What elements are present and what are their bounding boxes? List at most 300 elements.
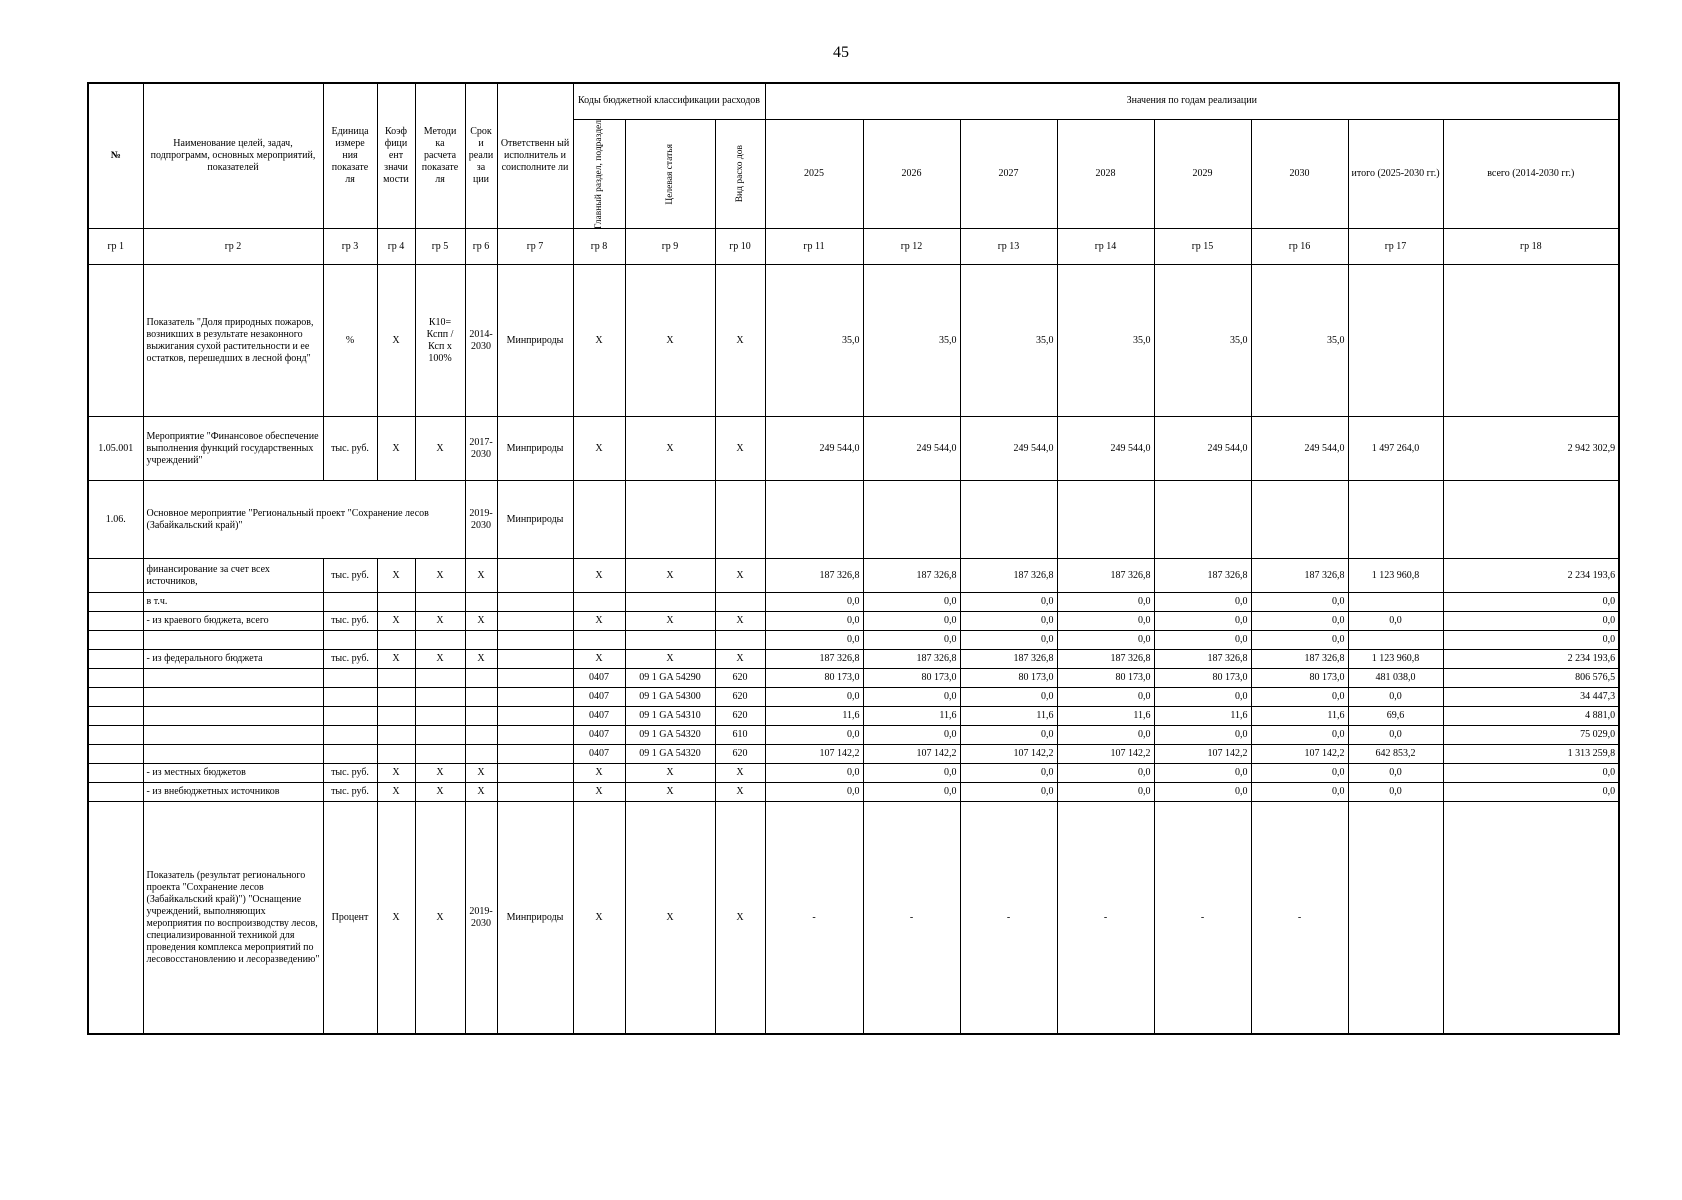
group-number: гр 8 bbox=[573, 229, 625, 265]
cell-name: - из краевого бюджета, всего bbox=[143, 612, 323, 631]
table-row bbox=[88, 688, 1619, 707]
cell-y2025 bbox=[765, 481, 863, 559]
cell-y2028: 187 326,8 bbox=[1057, 559, 1154, 593]
cell-unit: тыс. руб. bbox=[323, 559, 377, 593]
cell-num: 1.05.001 bbox=[88, 417, 143, 481]
cell-unit: тыс. руб. bbox=[323, 650, 377, 669]
cell-coef: X bbox=[377, 650, 415, 669]
cell-coef bbox=[377, 669, 415, 688]
cell-total-2025-2030 bbox=[1348, 631, 1443, 650]
cell-y2025: 0,0 bbox=[765, 764, 863, 783]
group-number: гр 13 bbox=[960, 229, 1057, 265]
cell-y2029: 0,0 bbox=[1154, 593, 1251, 612]
cell-term bbox=[465, 726, 497, 745]
cell-total-2014-2030: 1 313 259,8 bbox=[1443, 745, 1619, 764]
header-code-main-label: Главный раздел, подраздел bbox=[593, 119, 604, 229]
cell-num bbox=[88, 265, 143, 417]
cell-total-2014-2030: 4 881,0 bbox=[1443, 707, 1619, 726]
cell-y2026: 0,0 bbox=[863, 688, 960, 707]
cell-responsible bbox=[497, 650, 573, 669]
cell-term: X bbox=[465, 559, 497, 593]
cell-coef: X bbox=[377, 265, 415, 417]
cell-coef: X bbox=[377, 802, 415, 1034]
cell-name bbox=[143, 631, 323, 650]
cell-code-type: X bbox=[715, 265, 765, 417]
cell-y2025: 249 544,0 bbox=[765, 417, 863, 481]
cell-y2028: 0,0 bbox=[1057, 783, 1154, 802]
cell-y2025: 0,0 bbox=[765, 726, 863, 745]
cell-name bbox=[143, 688, 323, 707]
cell-unit bbox=[323, 726, 377, 745]
cell-total-2025-2030: 481 038,0 bbox=[1348, 669, 1443, 688]
group-number: гр 14 bbox=[1057, 229, 1154, 265]
cell-y2027: 80 173,0 bbox=[960, 669, 1057, 688]
cell-num bbox=[88, 726, 143, 745]
header-responsible: Ответственн ый исполнитель и соисполните ли bbox=[497, 83, 573, 229]
cell-name bbox=[143, 726, 323, 745]
cell-code-main bbox=[573, 593, 625, 612]
cell-y2025: - bbox=[765, 802, 863, 1034]
cell-unit: тыс. руб. bbox=[323, 612, 377, 631]
cell-y2025: 0,0 bbox=[765, 688, 863, 707]
cell-num bbox=[88, 612, 143, 631]
cell-y2026: 0,0 bbox=[863, 593, 960, 612]
group-number: гр 11 bbox=[765, 229, 863, 265]
cell-term: X bbox=[465, 612, 497, 631]
cell-y2030: 0,0 bbox=[1251, 612, 1348, 631]
cell-num bbox=[88, 688, 143, 707]
cell-name: - из местных бюджетов bbox=[143, 764, 323, 783]
cell-y2029 bbox=[1154, 481, 1251, 559]
cell-term bbox=[465, 707, 497, 726]
header-term: Срок и реали за ции bbox=[465, 83, 497, 229]
table-row bbox=[88, 481, 1619, 559]
cell-total-2025-2030: 1 497 264,0 bbox=[1348, 417, 1443, 481]
cell-total-2025-2030: 0,0 bbox=[1348, 783, 1443, 802]
cell-total-2025-2030 bbox=[1348, 481, 1443, 559]
cell-coef: X bbox=[377, 417, 415, 481]
cell-name: Основное мероприятие "Региональный проект "Сохранение лесов (Забайкальский край)" bbox=[143, 481, 465, 559]
cell-y2025: 187 326,8 bbox=[765, 559, 863, 593]
table-row bbox=[88, 726, 1619, 745]
cell-code-target: X bbox=[625, 783, 715, 802]
cell-y2029: 107 142,2 bbox=[1154, 745, 1251, 764]
cell-total-2014-2030: 0,0 bbox=[1443, 612, 1619, 631]
cell-unit bbox=[323, 669, 377, 688]
cell-y2028: 0,0 bbox=[1057, 612, 1154, 631]
cell-y2027: 249 544,0 bbox=[960, 417, 1057, 481]
header-num: № bbox=[88, 83, 143, 229]
cell-method: X bbox=[415, 650, 465, 669]
cell-responsible bbox=[497, 559, 573, 593]
header-years-group: Значения по годам реализации bbox=[765, 83, 1619, 119]
group-number: гр 17 bbox=[1348, 229, 1443, 265]
cell-code-type: X bbox=[715, 802, 765, 1034]
table-row bbox=[88, 745, 1619, 764]
group-number: гр 9 bbox=[625, 229, 715, 265]
cell-total-2014-2030: 34 447,3 bbox=[1443, 688, 1619, 707]
cell-y2026 bbox=[863, 481, 960, 559]
cell-y2026: 107 142,2 bbox=[863, 745, 960, 764]
cell-coef: X bbox=[377, 612, 415, 631]
cell-code-main: X bbox=[573, 802, 625, 1034]
cell-y2026: 0,0 bbox=[863, 726, 960, 745]
table-row bbox=[88, 631, 1619, 650]
cell-responsible: Минприроды bbox=[497, 265, 573, 417]
cell-responsible: Минприроды bbox=[497, 802, 573, 1034]
cell-code-target: 09 1 GA 54290 bbox=[625, 669, 715, 688]
cell-responsible bbox=[497, 764, 573, 783]
table-row bbox=[88, 417, 1619, 481]
cell-y2029: 35,0 bbox=[1154, 265, 1251, 417]
page-number: 45 bbox=[833, 44, 849, 61]
cell-name bbox=[143, 745, 323, 764]
cell-num bbox=[88, 631, 143, 650]
cell-code-target: 09 1 GA 54320 bbox=[625, 726, 715, 745]
cell-method bbox=[415, 745, 465, 764]
cell-y2028: 0,0 bbox=[1057, 593, 1154, 612]
header-year-2028: 2028 bbox=[1057, 119, 1154, 229]
cell-total-2025-2030: 642 853,2 bbox=[1348, 745, 1443, 764]
cell-total-2014-2030: 806 576,5 bbox=[1443, 669, 1619, 688]
cell-y2030: 0,0 bbox=[1251, 783, 1348, 802]
cell-term bbox=[465, 688, 497, 707]
header-year-2029: 2029 bbox=[1154, 119, 1251, 229]
cell-y2027 bbox=[960, 481, 1057, 559]
cell-unit: тыс. руб. bbox=[323, 417, 377, 481]
cell-y2026: 0,0 bbox=[863, 764, 960, 783]
group-number: гр 18 bbox=[1443, 229, 1619, 265]
cell-code-target: X bbox=[625, 650, 715, 669]
cell-unit bbox=[323, 593, 377, 612]
cell-y2030: 187 326,8 bbox=[1251, 650, 1348, 669]
group-number: гр 5 bbox=[415, 229, 465, 265]
cell-y2029: 0,0 bbox=[1154, 612, 1251, 631]
cell-code-type: X bbox=[715, 764, 765, 783]
cell-y2026: 0,0 bbox=[863, 612, 960, 631]
cell-total-2014-2030: 0,0 bbox=[1443, 764, 1619, 783]
table-row bbox=[88, 764, 1619, 783]
cell-code-target: X bbox=[625, 612, 715, 631]
cell-method bbox=[415, 707, 465, 726]
cell-coef bbox=[377, 745, 415, 764]
cell-responsible bbox=[497, 612, 573, 631]
cell-responsible bbox=[497, 631, 573, 650]
cell-coef: X bbox=[377, 559, 415, 593]
table-row bbox=[88, 650, 1619, 669]
cell-responsible bbox=[497, 669, 573, 688]
cell-code-main bbox=[573, 481, 625, 559]
cell-y2028: - bbox=[1057, 802, 1154, 1034]
cell-y2025: 80 173,0 bbox=[765, 669, 863, 688]
header-code-type-label: Вид расхо дов bbox=[734, 145, 745, 203]
cell-coef bbox=[377, 726, 415, 745]
group-number: гр 2 bbox=[143, 229, 323, 265]
cell-num: 1.06. bbox=[88, 481, 143, 559]
cell-y2029: 80 173,0 bbox=[1154, 669, 1251, 688]
cell-y2028: 0,0 bbox=[1057, 688, 1154, 707]
group-numbers-row bbox=[88, 229, 1619, 265]
header-year-2030: 2030 bbox=[1251, 119, 1348, 229]
cell-y2028: 187 326,8 bbox=[1057, 650, 1154, 669]
cell-code-target: X bbox=[625, 559, 715, 593]
header-coef: Коэф фици ент значи мости bbox=[377, 83, 415, 229]
cell-y2029: 249 544,0 bbox=[1154, 417, 1251, 481]
cell-y2025: 187 326,8 bbox=[765, 650, 863, 669]
cell-unit bbox=[323, 707, 377, 726]
cell-method: К10= Кспп / Ксп х 100% bbox=[415, 265, 465, 417]
cell-y2027: 35,0 bbox=[960, 265, 1057, 417]
cell-y2030: 0,0 bbox=[1251, 631, 1348, 650]
cell-coef bbox=[377, 688, 415, 707]
cell-num bbox=[88, 707, 143, 726]
cell-coef bbox=[377, 593, 415, 612]
cell-responsible bbox=[497, 593, 573, 612]
cell-y2028: 80 173,0 bbox=[1057, 669, 1154, 688]
cell-method: X bbox=[415, 417, 465, 481]
cell-unit bbox=[323, 688, 377, 707]
group-number: гр 15 bbox=[1154, 229, 1251, 265]
cell-unit: Процент bbox=[323, 802, 377, 1034]
cell-y2029: 0,0 bbox=[1154, 726, 1251, 745]
cell-responsible: Минприроды bbox=[497, 481, 573, 559]
group-number: гр 3 bbox=[323, 229, 377, 265]
cell-y2030: 80 173,0 bbox=[1251, 669, 1348, 688]
cell-total-2014-2030: 2 234 193,6 bbox=[1443, 559, 1619, 593]
cell-num bbox=[88, 764, 143, 783]
cell-y2025: 11,6 bbox=[765, 707, 863, 726]
cell-code-main: 0407 bbox=[573, 688, 625, 707]
cell-code-main: X bbox=[573, 764, 625, 783]
cell-unit: % bbox=[323, 265, 377, 417]
header-total-2025-2030: итого (2025-2030 гг.) bbox=[1348, 119, 1443, 229]
cell-name bbox=[143, 669, 323, 688]
cell-method bbox=[415, 688, 465, 707]
cell-y2026: 35,0 bbox=[863, 265, 960, 417]
cell-unit bbox=[323, 631, 377, 650]
cell-y2030: 0,0 bbox=[1251, 764, 1348, 783]
cell-total-2014-2030 bbox=[1443, 481, 1619, 559]
cell-total-2014-2030: 0,0 bbox=[1443, 783, 1619, 802]
cell-y2029: 187 326,8 bbox=[1154, 559, 1251, 593]
header-method: Методи ка расчета показате ля bbox=[415, 83, 465, 229]
cell-name: Показатель "Доля природных пожаров, возникших в результате незаконного выжигания сухой растительности и ее остатков, перешедших в лесной фонд" bbox=[143, 265, 323, 417]
cell-code-main: X bbox=[573, 265, 625, 417]
cell-total-2014-2030: 0,0 bbox=[1443, 631, 1619, 650]
cell-y2027: 11,6 bbox=[960, 707, 1057, 726]
header-name: Наименование целей, задач, подпрограмм, основных мероприятий, показателей bbox=[143, 83, 323, 229]
cell-code-main: 0407 bbox=[573, 669, 625, 688]
cell-code-type: 610 bbox=[715, 726, 765, 745]
cell-method bbox=[415, 669, 465, 688]
cell-y2025: 0,0 bbox=[765, 631, 863, 650]
cell-code-target bbox=[625, 593, 715, 612]
cell-code-main: 0407 bbox=[573, 726, 625, 745]
cell-num bbox=[88, 669, 143, 688]
group-number: гр 7 bbox=[497, 229, 573, 265]
cell-total-2025-2030 bbox=[1348, 265, 1443, 417]
cell-y2027: 0,0 bbox=[960, 688, 1057, 707]
cell-y2026: 187 326,8 bbox=[863, 650, 960, 669]
cell-total-2025-2030: 0,0 bbox=[1348, 612, 1443, 631]
cell-y2028: 107 142,2 bbox=[1057, 745, 1154, 764]
cell-y2027: 0,0 bbox=[960, 764, 1057, 783]
header-year-2026: 2026 bbox=[863, 119, 960, 229]
cell-y2028: 35,0 bbox=[1057, 265, 1154, 417]
cell-y2027: 0,0 bbox=[960, 593, 1057, 612]
cell-y2028: 0,0 bbox=[1057, 726, 1154, 745]
cell-term: 2017-2030 bbox=[465, 417, 497, 481]
cell-method: X bbox=[415, 764, 465, 783]
cell-name: финансирование за счет всех источников, bbox=[143, 559, 323, 593]
cell-responsible bbox=[497, 783, 573, 802]
cell-y2026: - bbox=[863, 802, 960, 1034]
cell-code-main: X bbox=[573, 783, 625, 802]
cell-y2030: 249 544,0 bbox=[1251, 417, 1348, 481]
cell-y2027: 107 142,2 bbox=[960, 745, 1057, 764]
group-number: гр 4 bbox=[377, 229, 415, 265]
cell-name: Мероприятие "Финансовое обеспечение выполнения функций государственных учреждений" bbox=[143, 417, 323, 481]
cell-term bbox=[465, 745, 497, 764]
cell-y2027: 0,0 bbox=[960, 726, 1057, 745]
cell-y2027: 0,0 bbox=[960, 783, 1057, 802]
cell-total-2025-2030: 0,0 bbox=[1348, 726, 1443, 745]
table-row bbox=[88, 802, 1619, 1034]
cell-y2030: 11,6 bbox=[1251, 707, 1348, 726]
cell-coef bbox=[377, 631, 415, 650]
cell-code-type: X bbox=[715, 650, 765, 669]
cell-total-2025-2030: 69,6 bbox=[1348, 707, 1443, 726]
cell-y2026: 80 173,0 bbox=[863, 669, 960, 688]
cell-code-type: X bbox=[715, 559, 765, 593]
cell-y2029: - bbox=[1154, 802, 1251, 1034]
cell-num bbox=[88, 745, 143, 764]
cell-coef bbox=[377, 707, 415, 726]
cell-term: X bbox=[465, 650, 497, 669]
table-row bbox=[88, 612, 1619, 631]
header-unit: Единица измере ния показате ля bbox=[323, 83, 377, 229]
cell-y2027: - bbox=[960, 802, 1057, 1034]
cell-method: X bbox=[415, 559, 465, 593]
cell-y2025: 0,0 bbox=[765, 612, 863, 631]
cell-y2030: 187 326,8 bbox=[1251, 559, 1348, 593]
cell-total-2025-2030: 0,0 bbox=[1348, 764, 1443, 783]
cell-y2027: 187 326,8 bbox=[960, 559, 1057, 593]
cell-total-2025-2030: 0,0 bbox=[1348, 688, 1443, 707]
cell-y2030 bbox=[1251, 481, 1348, 559]
cell-total-2014-2030 bbox=[1443, 802, 1619, 1034]
cell-code-main bbox=[573, 631, 625, 650]
cell-method bbox=[415, 593, 465, 612]
cell-y2027: 187 326,8 bbox=[960, 650, 1057, 669]
cell-method: X bbox=[415, 612, 465, 631]
cell-code-target: X bbox=[625, 417, 715, 481]
cell-y2025: 0,0 bbox=[765, 593, 863, 612]
cell-code-type: X bbox=[715, 417, 765, 481]
cell-y2029: 0,0 bbox=[1154, 764, 1251, 783]
cell-coef: X bbox=[377, 764, 415, 783]
cell-total-2014-2030: 2 234 193,6 bbox=[1443, 650, 1619, 669]
cell-y2026: 249 544,0 bbox=[863, 417, 960, 481]
cell-total-2025-2030 bbox=[1348, 593, 1443, 612]
cell-term: 2019-2030 bbox=[465, 481, 497, 559]
cell-y2028: 11,6 bbox=[1057, 707, 1154, 726]
cell-coef: X bbox=[377, 783, 415, 802]
cell-method: X bbox=[415, 802, 465, 1034]
cell-y2030: 0,0 bbox=[1251, 593, 1348, 612]
cell-code-type: 620 bbox=[715, 688, 765, 707]
budget-table bbox=[87, 82, 1620, 1035]
cell-code-target bbox=[625, 481, 715, 559]
group-number: гр 16 bbox=[1251, 229, 1348, 265]
cell-total-2025-2030 bbox=[1348, 802, 1443, 1034]
cell-y2028: 249 544,0 bbox=[1057, 417, 1154, 481]
cell-code-type bbox=[715, 593, 765, 612]
cell-term: X bbox=[465, 783, 497, 802]
cell-total-2014-2030: 0,0 bbox=[1443, 593, 1619, 612]
header-code-target bbox=[625, 119, 715, 229]
table-row bbox=[88, 559, 1619, 593]
cell-y2026: 0,0 bbox=[863, 631, 960, 650]
table-row bbox=[88, 669, 1619, 688]
cell-code-target: X bbox=[625, 802, 715, 1034]
cell-y2030: - bbox=[1251, 802, 1348, 1034]
cell-code-type: X bbox=[715, 612, 765, 631]
cell-responsible: Минприроды bbox=[497, 417, 573, 481]
cell-y2029: 187 326,8 bbox=[1154, 650, 1251, 669]
cell-y2026: 11,6 bbox=[863, 707, 960, 726]
cell-y2028: 0,0 bbox=[1057, 764, 1154, 783]
cell-code-target: 09 1 GA 54320 bbox=[625, 745, 715, 764]
cell-name: - из федерального бюджета bbox=[143, 650, 323, 669]
cell-y2030: 0,0 bbox=[1251, 726, 1348, 745]
header-code-main bbox=[573, 119, 625, 229]
cell-code-type: 620 bbox=[715, 707, 765, 726]
cell-num bbox=[88, 650, 143, 669]
cell-code-main: X bbox=[573, 650, 625, 669]
cell-unit: тыс. руб. bbox=[323, 764, 377, 783]
cell-num bbox=[88, 783, 143, 802]
cell-y2029: 0,0 bbox=[1154, 688, 1251, 707]
cell-code-target: X bbox=[625, 764, 715, 783]
group-number: гр 1 bbox=[88, 229, 143, 265]
cell-term bbox=[465, 593, 497, 612]
header-total-2014-2030: всего (2014-2030 гг.) bbox=[1443, 119, 1619, 229]
cell-name: Показатель (результат регионального проекта "Сохранение лесов (Забайкальский край)") "Оснащение учреждений, выполняющих мероприятия по воспроизводству лесов, специализированной техникой для проведения комплекса мероприятий по лесовосстановлению и лесоразведению" bbox=[143, 802, 323, 1034]
cell-total-2014-2030: 2 942 302,9 bbox=[1443, 417, 1619, 481]
cell-y2025: 35,0 bbox=[765, 265, 863, 417]
header-year-2025: 2025 bbox=[765, 119, 863, 229]
cell-term bbox=[465, 669, 497, 688]
cell-responsible bbox=[497, 726, 573, 745]
cell-name: в т.ч. bbox=[143, 593, 323, 612]
cell-term: 2019-2030 bbox=[465, 802, 497, 1034]
cell-code-main: 0407 bbox=[573, 707, 625, 726]
cell-term: X bbox=[465, 764, 497, 783]
cell-responsible bbox=[497, 688, 573, 707]
group-number: гр 6 bbox=[465, 229, 497, 265]
cell-y2028 bbox=[1057, 481, 1154, 559]
cell-y2026: 187 326,8 bbox=[863, 559, 960, 593]
group-number: гр 12 bbox=[863, 229, 960, 265]
cell-code-target: X bbox=[625, 265, 715, 417]
cell-code-target: 09 1 GA 54310 bbox=[625, 707, 715, 726]
cell-y2030: 35,0 bbox=[1251, 265, 1348, 417]
cell-num bbox=[88, 802, 143, 1034]
cell-total-2025-2030: 1 123 960,8 bbox=[1348, 559, 1443, 593]
table-row bbox=[88, 783, 1619, 802]
cell-code-type: 620 bbox=[715, 745, 765, 764]
